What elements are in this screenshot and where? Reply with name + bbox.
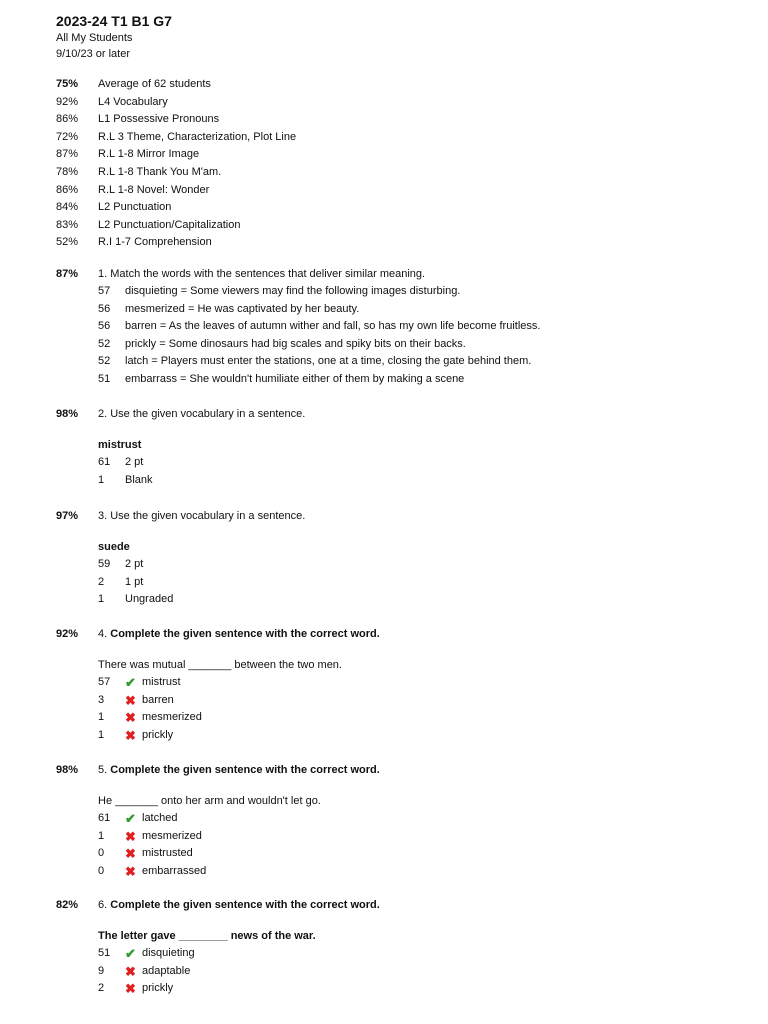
answer-text: Blank — [125, 473, 153, 486]
answer-row — [98, 674, 380, 692]
summary-row — [56, 182, 296, 200]
answer-row — [98, 828, 380, 846]
answer-count: 61 — [98, 456, 111, 468]
answer-count: 2 — [98, 982, 105, 995]
standards-summary — [56, 76, 296, 252]
answer-text: 2 pt — [125, 558, 144, 570]
summary-pct: 78% — [56, 165, 79, 178]
summary-row — [56, 111, 296, 129]
cross-icon: ✖ — [125, 727, 136, 743]
question-1 — [56, 266, 540, 389]
answer-row — [98, 963, 380, 981]
question-prompt: He _______ onto her arm and wouldn't let go. — [98, 795, 321, 807]
answer-row — [98, 591, 305, 609]
question-header — [56, 897, 380, 914]
answer-text: mesmerized = He was captivated by her beauty. — [125, 302, 360, 315]
question-pct: 97% — [56, 510, 79, 522]
summary-row — [56, 164, 296, 182]
answer-count: 1 — [98, 711, 105, 724]
answer-count: 3 — [98, 693, 105, 706]
answer-row — [98, 810, 380, 828]
summary-label: L4 Vocabulary — [98, 95, 168, 108]
summary-pct: 92% — [56, 95, 79, 108]
answer-text: 1 pt — [125, 575, 144, 588]
summary-label: R.L 1-8 Thank You M'am. — [98, 165, 222, 178]
cross-icon: ✖ — [125, 828, 136, 844]
answer-count: 2 — [98, 575, 105, 588]
question-header — [56, 508, 305, 525]
answer-count: 1 — [98, 829, 105, 842]
answer-text: disquieting = Some viewers may find the following images disturbing. — [125, 285, 461, 297]
question-title: 3. Use the given vocabulary in a sentence. — [98, 510, 306, 522]
summary-pct: 52% — [56, 236, 79, 249]
question-6 — [56, 897, 380, 998]
question-number: 4. — [98, 628, 108, 640]
question-text: Complete the given sentence with the correct word. — [110, 764, 380, 776]
question-prompt: The letter gave ________ news of the war. — [98, 930, 316, 942]
summary-pct: 86% — [56, 183, 79, 196]
answer-row — [98, 945, 380, 963]
answer-count: 51 — [98, 372, 111, 385]
answer-text: barren = As the leaves of autumn wither and fall, so has my own life become fruitless. — [125, 320, 541, 333]
question-text: Complete the given sentence with the correct word. — [110, 628, 380, 640]
question-4 — [56, 626, 380, 744]
cross-icon: ✖ — [125, 863, 136, 879]
summary-pct: 86% — [56, 113, 79, 126]
answer-count: 57 — [98, 676, 111, 688]
question-pct: 87% — [56, 268, 79, 280]
question-3 — [56, 508, 305, 609]
answer-row — [98, 863, 380, 881]
question-5 — [56, 762, 380, 880]
answer-row — [98, 980, 380, 998]
question-text: Complete the given sentence with the correct word. — [110, 899, 380, 911]
summary-pct: 87% — [56, 148, 79, 161]
question-header — [56, 762, 380, 779]
question-header — [56, 266, 540, 283]
answer-count: 56 — [98, 320, 111, 333]
summary-row — [56, 76, 296, 94]
question-prompt: mistrust — [98, 439, 142, 451]
answer-count: 1 — [98, 473, 105, 486]
question-header — [56, 406, 305, 423]
summary-label: R.I 1-7 Comprehension — [98, 236, 212, 249]
cross-icon: ✖ — [125, 963, 136, 979]
question-pct: 82% — [56, 899, 79, 911]
summary-pct: 84% — [56, 201, 79, 214]
answer-text: mesmerized — [142, 829, 202, 842]
answer-count: 1 — [98, 728, 105, 741]
question-title — [98, 762, 380, 779]
answer-row — [98, 845, 380, 863]
answer-text: prickly — [142, 728, 174, 741]
answer-text: adaptable — [142, 964, 191, 977]
summary-row — [56, 129, 296, 147]
report-date: 9/10/23 or later — [56, 48, 130, 60]
summary-pct: 83% — [56, 218, 79, 231]
answer-text: barren — [142, 693, 174, 706]
answer-count: 56 — [98, 302, 111, 315]
answer-row — [98, 692, 380, 710]
summary-label: R.L 3 Theme, Characterization, Plot Line — [98, 130, 297, 143]
answer-text: prickly = Some dinosaurs had big scales and spiky bits on their backs. — [125, 337, 466, 350]
summary-label: L2 Punctuation — [98, 201, 172, 214]
checkmark-icon: ✔ — [125, 675, 136, 690]
summary-label: R.L 1-8 Mirror Image — [98, 148, 200, 161]
cross-icon: ✖ — [125, 981, 136, 997]
answer-text: mesmerized — [142, 711, 202, 724]
summary-label: R.L 1-8 Novel: Wonder — [98, 183, 210, 196]
answer-text: Ungraded — [125, 593, 174, 606]
answer-text: embarrassed — [142, 864, 207, 877]
summary-label: Average of 62 students — [98, 78, 211, 90]
summary-pct: 75% — [56, 78, 79, 90]
checkmark-icon: ✔ — [125, 946, 136, 961]
question-prompt: suede — [98, 541, 130, 553]
answer-text: mistrusted — [142, 847, 193, 860]
question-pct: 92% — [56, 628, 79, 640]
summary-label: L1 Possessive Pronouns — [98, 113, 220, 126]
report-scope: All My Students — [56, 32, 133, 44]
cross-icon: ✖ — [125, 846, 136, 862]
summary-row — [56, 94, 296, 112]
question-number: 5. — [98, 764, 108, 776]
answer-count: 51 — [98, 947, 111, 959]
cross-icon: ✖ — [125, 692, 136, 708]
checkmark-icon: ✔ — [125, 811, 136, 826]
answer-text: disquieting — [142, 947, 195, 959]
answer-row — [98, 301, 540, 319]
answer-text: latched — [142, 812, 178, 824]
summary-row — [56, 199, 296, 217]
question-number: 6. — [98, 899, 108, 911]
answer-count: 9 — [98, 964, 105, 977]
question-title — [98, 897, 380, 914]
answer-text: embarrass = She wouldn't humiliate either of them by making a scene — [125, 372, 465, 385]
question-pct: 98% — [56, 408, 79, 420]
answer-row — [98, 574, 305, 592]
summary-pct: 72% — [56, 130, 79, 143]
answer-row — [98, 727, 380, 745]
summary-row — [56, 217, 296, 235]
answer-text: latch = Players must enter the stations, one at a time, closing the gate behind them. — [125, 355, 532, 368]
answer-row — [98, 283, 540, 301]
summary-row — [56, 234, 296, 252]
answer-count: 57 — [98, 285, 111, 297]
answer-row — [98, 556, 305, 574]
report-header — [56, 12, 172, 62]
question-pct: 98% — [56, 764, 79, 776]
answer-text: mistrust — [142, 676, 181, 688]
answer-text: 2 pt — [125, 456, 144, 468]
summary-label: L2 Punctuation/Capitalization — [98, 218, 241, 231]
cross-icon: ✖ — [125, 710, 136, 726]
answer-row — [98, 371, 540, 389]
report-title: 2023-24 T1 B1 G7 — [56, 13, 172, 29]
question-2 — [56, 406, 305, 489]
answer-row — [98, 318, 540, 336]
answer-row — [98, 709, 380, 727]
answer-row — [98, 353, 540, 371]
answer-count: 0 — [98, 864, 105, 877]
answer-row — [98, 472, 305, 490]
answer-count: 59 — [98, 558, 111, 570]
question-header — [56, 626, 380, 643]
answer-text: prickly — [142, 982, 174, 995]
question-title: 2. Use the given vocabulary in a sentence. — [98, 408, 306, 420]
answer-count: 1 — [98, 593, 105, 606]
answer-count: 0 — [98, 847, 105, 860]
summary-row — [56, 146, 296, 164]
question-title — [98, 626, 380, 643]
answer-row — [98, 454, 305, 472]
answer-count: 52 — [98, 337, 111, 350]
answer-row — [98, 336, 540, 354]
question-prompt: There was mutual _______ between the two men. — [98, 659, 342, 671]
answer-count: 52 — [98, 355, 111, 368]
answer-count: 61 — [98, 812, 111, 824]
question-title: 1. Match the words with the sentences that deliver similar meaning. — [98, 268, 426, 280]
